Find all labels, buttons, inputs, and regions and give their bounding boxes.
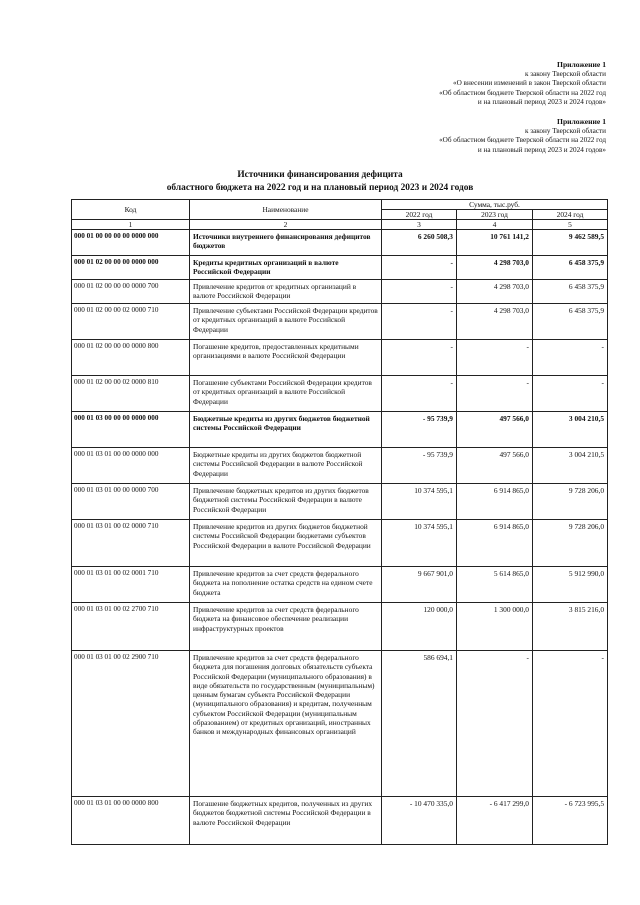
row-name: Привлечение кредитов за счет средств федерального бюджета для погашения долговых обязательств субъекта Российской Федерации (муниципального образования) в виде обязательств по государственным (муниципальным) ценным бумагам субъекта Российской Федерации (муниципального образования) и кредитам, полученным субъектом Российской Федерации (муниципальным образованием) от кредитных организаций, иностранных банков и международных финансовых организаций [190,651,382,797]
table-row [72,603,608,651]
appendix-1-line: к закону Тверской области [524,69,606,78]
appendix-2-line: «Об областном бюджете Тверской области на 2022 год [439,136,606,145]
appendix-1-header [439,60,606,108]
header-col-number: 4 [457,220,533,230]
row-code: 000 01 00 00 00 00 0000 000 [72,230,190,256]
document-title-line-2: областного бюджета на 2022 год и на плановый период 2023 и 2024 годов [166,183,474,193]
row-value-2023: - [457,376,533,412]
header-col-number: 5 [533,220,608,230]
header-sum: Сумма, тыс.руб. [382,200,608,210]
row-value-2023: 4 298 703,0 [457,304,533,340]
row-value-2024: - [533,376,608,412]
table-header [72,200,608,230]
row-code: 000 01 03 01 00 02 0000 710 [72,520,190,567]
row-value-2023: 5 614 865,0 [457,567,533,603]
row-name: Привлечение кредитов за счет средств федерального бюджета на финансовое обеспечение реализации инфраструктурных проектов [190,603,382,651]
row-value-2024: 9 728 206,0 [533,520,608,567]
row-value-2022: - [382,256,457,280]
row-name: Источники внутреннего финансирования дефицитов бюджетов [190,230,382,256]
row-name: Привлечение субъектами Российской Федерации кредитов от кредитных организаций в валюте Российской Федерации [190,304,382,340]
row-value-2022: 10 374 595,1 [382,484,457,520]
row-code: 000 01 02 00 00 00 0000 700 [72,280,190,304]
appendix-2-line: к закону Тверской области [524,126,606,135]
row-name: Бюджетные кредиты из других бюджетов бюджетной системы Российской Федерации [190,412,382,448]
table-row [72,304,608,340]
row-name: Погашение кредитов, предоставленных кредитными организациями в валюте Российской Федерации [190,340,382,376]
header-year-2024: 2024 год [533,210,608,220]
row-value-2022: 10 374 595,1 [382,520,457,567]
row-value-2024: 5 912 990,0 [533,567,608,603]
row-code: 000 01 02 00 00 00 0000 000 [72,256,190,280]
row-value-2024: 6 458 375,9 [533,256,608,280]
row-name: Погашение субъектами Российской Федерации кредитов от кредитных организаций в валюте Российской Федерации [190,376,382,412]
header-year-2022: 2022 год [382,210,457,220]
row-value-2023: 6 914 865,0 [457,520,533,567]
row-value-2023: 4 298 703,0 [457,256,533,280]
row-value-2022: - [382,280,457,304]
appendix-2-line: и на плановый период 2023 и 2024 годов» [477,145,606,154]
row-value-2024: - 6 723 995,5 [533,797,608,845]
row-value-2024: - [533,340,608,376]
row-value-2022: - [382,376,457,412]
appendix-1-line: «О внесении изменений в закон Тверской области [452,79,606,88]
row-value-2022: - [382,304,457,340]
row-value-2023: - [457,651,533,797]
table-row [72,797,608,845]
row-value-2023: - [457,340,533,376]
row-value-2024: 6 458 375,9 [533,304,608,340]
header-name: Наименование [190,200,382,220]
appendix-1-line: «Об областном бюджете Тверской области на 2022 год [439,88,606,97]
row-value-2024: 6 458 375,9 [533,280,608,304]
row-value-2023: 4 298 703,0 [457,280,533,304]
header-col-number: 3 [382,220,457,230]
row-value-2022: 120 000,0 [382,603,457,651]
row-value-2024: - [533,651,608,797]
row-value-2023: - 6 417 299,0 [457,797,533,845]
row-code: 000 01 03 01 00 02 0001 710 [72,567,190,603]
table-row [72,567,608,603]
table-row [72,412,608,448]
row-value-2022: 586 694,1 [382,651,457,797]
row-code: 000 01 03 01 00 00 0000 800 [72,797,190,845]
row-value-2024: 9 462 589,5 [533,230,608,256]
header-code: Код [72,200,190,220]
document-title-line-1: Источники финансирования дефицита [237,170,403,180]
header-year-2023: 2023 год [457,210,533,220]
table-row [72,520,608,567]
financing-sources-table [71,199,608,845]
row-value-2023: 10 761 141,2 [457,230,533,256]
row-value-2024: 3 004 210,5 [533,448,608,484]
header-col-number: 1 [72,220,190,230]
row-code: 000 01 02 00 00 00 0000 800 [72,340,190,376]
appendix-1-line: и на плановый период 2023 и 2024 годов» [477,98,606,107]
row-value-2024: 3 004 210,5 [533,412,608,448]
table-row [72,651,608,797]
table-row [72,340,608,376]
row-value-2022: 9 667 901,0 [382,567,457,603]
appendix-2-header [439,117,606,155]
row-name: Привлечение кредитов из других бюджетов бюджетной системы Российской Федерации бюджетами субъектов Российской Федерации в валюте Российской Федерации [190,520,382,567]
row-value-2023: 497 566,0 [457,412,533,448]
row-code: 000 01 03 01 00 02 2900 710 [72,651,190,797]
row-code: 000 01 03 01 00 00 0000 000 [72,448,190,484]
row-name: Привлечение бюджетных кредитов из других бюджетов бюджетной системы Российской Федерации в валюте Российской Федерации [190,484,382,520]
row-value-2023: 1 300 000,0 [457,603,533,651]
row-value-2023: 497 566,0 [457,448,533,484]
row-code: 000 01 02 00 00 02 0000 810 [72,376,190,412]
row-name: Бюджетные кредиты из других бюджетов бюджетной системы Российской Федерации в валюте Российской Федерации [190,448,382,484]
header-col-number: 2 [190,220,382,230]
table-row [72,484,608,520]
row-name: Привлечение кредитов от кредитных организаций в валюте Российской Федерации [190,280,382,304]
appendix-2-title: Приложение 1 [557,117,606,126]
row-value-2022: - 95 739,9 [382,412,457,448]
table-row [72,256,608,280]
row-name: Погашение бюджетных кредитов, полученных из других бюджетов бюджетной системы Российской Федерации в валюте Российской Федерации [190,797,382,845]
row-name: Кредиты кредитных организаций в валюте Российской Федерации [190,256,382,280]
row-value-2022: 6 260 508,3 [382,230,457,256]
table-row [72,448,608,484]
row-value-2022: - [382,340,457,376]
row-value-2024: 3 815 216,0 [533,603,608,651]
appendix-1-title: Приложение 1 [557,60,606,69]
row-code: 000 01 03 01 00 02 2700 710 [72,603,190,651]
row-code: 000 01 03 01 00 00 0000 700 [72,484,190,520]
row-value-2022: - 10 470 335,0 [382,797,457,845]
row-code: 000 01 03 00 00 00 0000 000 [72,412,190,448]
table-row [72,230,608,256]
table-body [72,230,608,845]
row-code: 000 01 02 00 00 02 0000 710 [72,304,190,340]
row-value-2022: - 95 739,9 [382,448,457,484]
table-row [72,280,608,304]
table-row [72,376,608,412]
row-value-2023: 6 914 865,0 [457,484,533,520]
row-name: Привлечение кредитов за счет средств федерального бюджета на пополнение остатка средств на едином счете бюджета [190,567,382,603]
row-value-2024: 9 728 206,0 [533,484,608,520]
